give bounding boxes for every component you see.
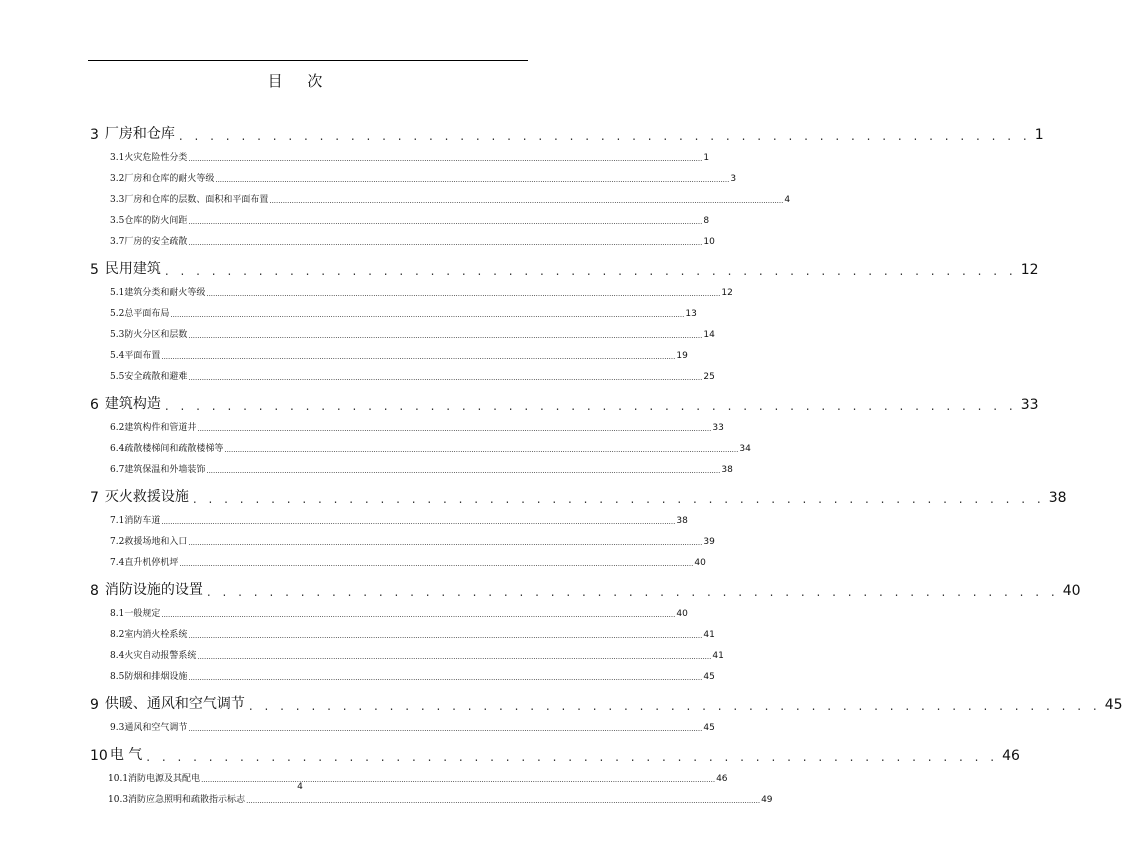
toc-entry-title: 建筑构造 [104,396,161,412]
toc-entry-number: 10.1 [108,774,129,784]
toc-entry-title: 防火分区和层数 [124,330,188,340]
toc-entry-page: 13 [685,309,697,319]
toc-section-entry[interactable] [90,600,688,621]
table-of-contents [90,114,1123,807]
toc-entry-title: 消防电源及其配电 [128,774,201,784]
toc-entry-title: 消防设施的设置 [104,582,203,598]
toc-entry-page: 1 [703,153,710,163]
toc-entry-title: 民用建筑 [104,261,161,277]
toc-entry-number: 8.1 [110,609,125,619]
toc-entry-page: 49 [761,795,773,805]
toc-entry-number: 5.2 [110,309,125,319]
toc-entry-number: 6.4 [110,444,125,454]
toc-entry-page: 45 [1104,697,1123,713]
toc-entry-number: 10 [90,748,108,764]
toc-entry-number: 8.2 [110,630,125,640]
toc-entry-page: 12 [1020,262,1039,278]
toc-entry-number: 8 [90,583,99,599]
toc-section-entry[interactable] [90,165,737,186]
toc-chapter-entry[interactable] [90,477,1067,507]
toc-section-entry[interactable] [90,300,697,321]
toc-entry-title: 火灾自动报警系统 [124,651,197,661]
toc-leader-dots: ....................................................................................................................................................................................................................................... [197,425,712,433]
toc-entry-title: 防烟和排烟设施 [124,672,188,682]
toc-section-entry[interactable] [90,144,710,165]
toc-section-entry[interactable] [90,342,688,363]
toc-entry-page: 40 [1062,583,1081,599]
toc-chapter-entry[interactable] [90,384,1039,414]
toc-entry-page: 40 [694,558,706,568]
toc-entry-page: 41 [712,651,724,661]
toc-entry-title: 救援场地和入口 [124,537,188,547]
toc-entry-page: 3 [730,174,737,184]
toc-entry-page: 46 [1002,748,1020,764]
toc-entry-page: 14 [703,330,715,340]
toc-entry-title: 建筑分类和耐火等级 [124,288,206,298]
toc-leader-dots: ....................................................................................................................................................................................................................................... [206,290,721,298]
toc-entry-number: 3.1 [110,153,125,163]
toc-entry-number: 8.5 [110,672,125,682]
toc-chapter-entry[interactable] [90,684,1123,714]
toc-entry-page: 41 [703,630,715,640]
toc-entry-number: 3.5 [110,216,125,226]
toc-leader-dots: . . . . . . . . . . . . . . . . . . . . . . . . . . . . . . . . . . . . . . . . . . . . . . . . . . . . . . . [248,699,1101,713]
toc-leader-dots: ....................................................................................................................................................................................................................................... [188,332,703,340]
toc-entry-title: 消防车道 [124,516,161,526]
toc-section-entry[interactable] [90,321,715,342]
toc-entry-number: 3.3 [110,195,125,205]
toc-leader-dots: ....................................................................................................................................................................................................................................... [170,311,685,319]
toc-section-entry[interactable] [90,456,733,477]
toc-leader-dots: ....................................................................................................................................................................................................................................... [188,374,703,382]
toc-entry-page: 40 [676,609,688,619]
toc-entry-page: 4 [784,195,791,205]
toc-entry-number: 5 [90,262,99,278]
toc-section-entry[interactable] [90,714,715,735]
toc-section-entry[interactable] [90,207,710,228]
toc-entry-title: 仓库的防火间距 [124,216,188,226]
toc-entry-number: 10.3 [108,795,129,805]
toc-leader-dots: ....................................................................................................................................................................................................................................... [224,446,739,454]
toc-entry-title: 建筑保温和外墙装饰 [124,465,206,475]
toc-entry-title: 火灾危险性分类 [124,153,188,163]
toc-entry-title: 通风和空气调节 [124,723,188,733]
toc-entry-title: 消防应急照明和疏散指示标志 [128,795,246,805]
toc-leader-dots: . . . . . . . . . . . . . . . . . . . . . . . . . . . . . . . . . . . . . . . . . . . . . . . . . . . . . . . [206,585,1059,599]
toc-entry-page: 33 [712,423,724,433]
toc-entry-number: 5.4 [110,351,125,361]
toc-leader-dots: ....................................................................................................................................................................................................................................... [188,725,703,733]
toc-entry-number: 5.3 [110,330,125,340]
toc-entry-number: 7.4 [110,558,125,568]
toc-entry-title: 厂房的安全疏散 [124,237,188,247]
toc-entry-number: 3.7 [110,237,125,247]
toc-leader-dots: ....................................................................................................................................................................................................................................... [188,218,703,226]
toc-entry-title: 平面布置 [124,351,161,361]
toc-leader-dots: ....................................................................................................................................................................................................................................... [201,776,716,784]
toc-leader-dots: ....................................................................................................................................................................................................................................... [197,653,712,661]
toc-leader-dots: ....................................................................................................................................................................................................................................... [269,197,784,205]
toc-entry-page: 25 [703,372,715,382]
toc-entry-page: 46 [716,774,728,784]
toc-leader-dots: ....................................................................................................................................................................................................................................... [188,239,703,247]
toc-section-entry[interactable] [90,279,733,300]
toc-entry-page: 8 [703,216,710,226]
toc-entry-number: 5.5 [110,372,125,382]
toc-leader-dots: ....................................................................................................................................................................................................................................... [246,797,761,805]
toc-entry-number: 7.1 [110,516,125,526]
toc-leader-dots: ....................................................................................................................................................................................................................................... [179,560,694,568]
toc-entry-title: 供暖、通风和空气调节 [104,696,245,712]
toc-entry-page: 10 [703,237,715,247]
toc-section-entry[interactable] [90,414,724,435]
toc-leader-dots: ....................................................................................................................................................................................................................................... [161,611,676,619]
toc-chapter-entry[interactable] [90,570,1081,600]
toc-entry-number: 9.3 [110,723,125,733]
toc-section-entry[interactable] [90,507,688,528]
toc-leader-dots: . . . . . . . . . . . . . . . . . . . . . . . . . . . . . . . . . . . . . . . . . . . . . . . . . . . . . . . [192,492,1045,506]
toc-entry-page: 34 [739,444,751,454]
toc-section-entry[interactable] [90,228,715,249]
page-title: 目 次 [267,72,333,90]
toc-entry-number: 6.7 [110,465,125,475]
toc-entry-title: 厂房和仓库的层数、面积和平面布置 [124,195,269,205]
toc-entry-page: 39 [703,537,715,547]
toc-entry-title: 厂房和仓库 [104,126,175,142]
toc-entry-number: 3 [90,127,99,143]
toc-leader-dots: ....................................................................................................................................................................................................................................... [188,155,703,163]
toc-section-entry[interactable] [90,663,715,684]
toc-entry-page: 45 [703,672,715,682]
toc-section-entry[interactable] [90,363,715,384]
toc-entry-number: 3.2 [110,174,125,184]
toc-entry-title: 室内消火栓系统 [124,630,188,640]
toc-entry-number: 7 [90,490,99,506]
toc-section-entry[interactable] [90,528,715,549]
toc-leader-dots: ....................................................................................................................................................................................................................................... [188,539,703,547]
toc-section-entry[interactable] [90,435,751,456]
toc-entry-title: 灭火救援设施 [104,489,189,505]
toc-leader-dots: ....................................................................................................................................................................................................................................... [206,467,721,475]
toc-chapter-entry[interactable] [90,249,1039,279]
toc-leader-dots: ....................................................................................................................................................................................................................................... [161,353,676,361]
toc-entry-page: 19 [676,351,688,361]
page-number: 4 [297,782,303,792]
toc-entry-title: 厂房和仓库的耐火等级 [124,174,215,184]
toc-leader-dots: ....................................................................................................................................................................................................................................... [161,518,676,526]
toc-entry-title: 疏散楼梯间和疏散楼梯等 [124,444,224,454]
toc-chapter-entry[interactable] [90,735,1020,765]
toc-leader-dots: . . . . . . . . . . . . . . . . . . . . . . . . . . . . . . . . . . . . . . . . . . . . . . . . . . . . . . . [164,399,1017,413]
toc-entry-title: 安全疏散和避难 [124,372,188,382]
toc-leader-dots: . . . . . . . . . . . . . . . . . . . . . . . . . . . . . . . . . . . . . . . . . . . . . . . . . . . . . . . [178,129,1031,143]
toc-entry-page: 38 [676,516,688,526]
toc-entry-number: 7.2 [110,537,125,547]
toc-entry-page: 1 [1034,127,1044,143]
toc-entry-number: 9 [90,697,99,713]
toc-entry-number: 5.1 [110,288,125,298]
toc-entry-title: 一般规定 [124,609,161,619]
toc-entry-number: 8.4 [110,651,125,661]
toc-entry-number: 6.2 [110,423,125,433]
toc-entry-page: 38 [1048,490,1067,506]
toc-section-entry[interactable] [90,621,715,642]
toc-entry-title: 建筑构件和管道井 [124,423,197,433]
toc-entry-title: 电 气 [109,747,143,763]
header-rule [88,60,528,61]
toc-entry-page: 33 [1020,397,1039,413]
toc-leader-dots: ....................................................................................................................................................................................................................................... [215,176,730,184]
toc-entry-number: 6 [90,397,99,413]
toc-section-entry[interactable] [90,642,724,663]
toc-leader-dots: . . . . . . . . . . . . . . . . . . . . . . . . . . . . . . . . . . . . . . . . . . . . . . . . . . . . . . . [146,750,999,764]
toc-entry-page: 45 [703,723,715,733]
toc-entry-page: 38 [721,465,733,475]
toc-section-entry[interactable] [90,549,706,570]
toc-leader-dots: ....................................................................................................................................................................................................................................... [188,632,703,640]
toc-entry-title: 直升机停机坪 [124,558,179,568]
toc-leader-dots: ....................................................................................................................................................................................................................................... [188,674,703,682]
toc-chapter-entry[interactable] [90,114,1044,144]
toc-leader-dots: . . . . . . . . . . . . . . . . . . . . . . . . . . . . . . . . . . . . . . . . . . . . . . . . . . . . . . . [164,264,1017,278]
toc-entry-page: 12 [721,288,733,298]
toc-entry-title: 总平面布局 [124,309,170,319]
toc-section-entry[interactable] [90,186,791,207]
